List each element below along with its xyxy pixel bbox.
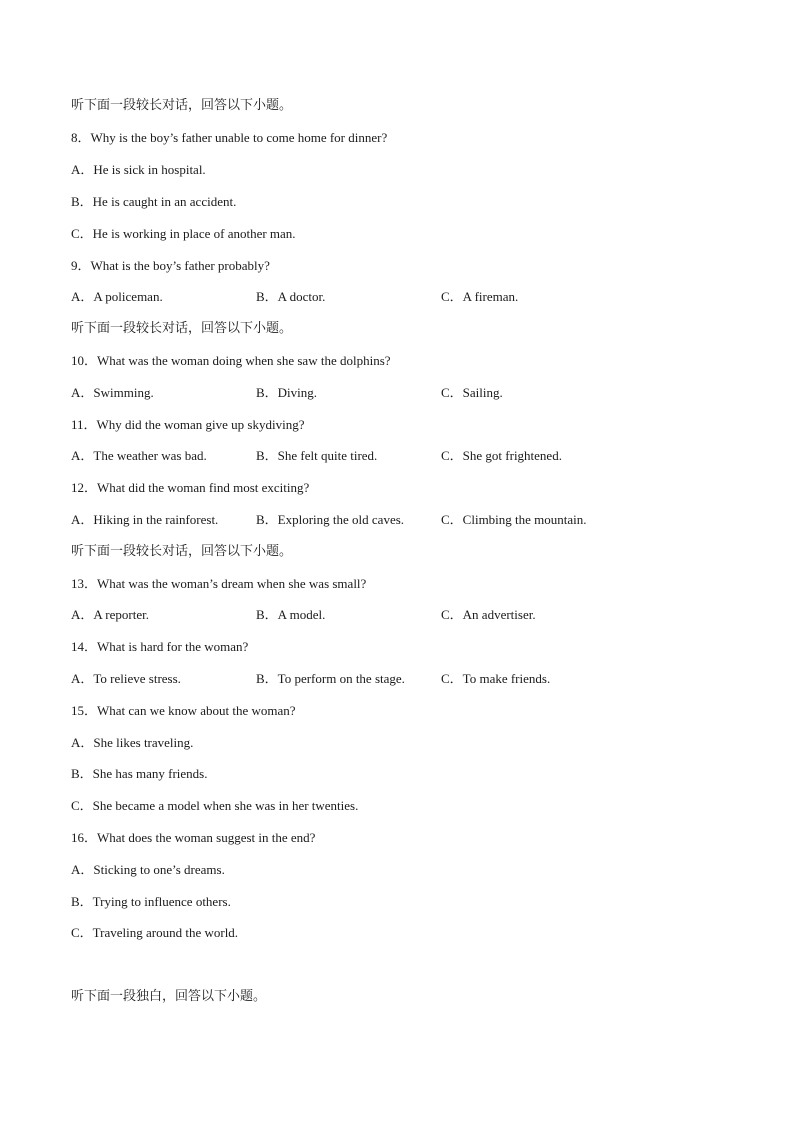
option-c: C．She got frightened. xyxy=(441,448,562,463)
question-stem: 13．What was the woman’s dream when she was small? xyxy=(71,576,367,591)
option-b: B．Exploring the old caves. xyxy=(256,512,405,527)
option-a: A．Swimming. xyxy=(71,385,154,400)
option-c: C．Sailing. xyxy=(441,385,503,400)
option-a: A．He is sick in hospital. xyxy=(71,162,206,177)
option-c: C．Traveling around the world. xyxy=(71,925,239,940)
option-c: C．He is working in place of another man. xyxy=(71,226,296,241)
option-a: A．A reporter. xyxy=(71,607,149,622)
option-c: C．To make friends. xyxy=(441,671,551,686)
question-stem: 15．What can we know about the woman? xyxy=(71,703,296,718)
section-heading: 听下面一段较长对话，回答以下小题。 xyxy=(71,544,293,559)
question-stem: 9．What is the boy’s father probably? xyxy=(71,258,270,273)
option-a: A．She likes traveling. xyxy=(71,735,194,750)
question-stem: 14．What is hard for the woman? xyxy=(71,639,249,654)
question-stem: 12．What did the woman find most exciting? xyxy=(71,480,310,495)
option-b: B．A model. xyxy=(256,607,326,622)
option-c: C．An advertiser. xyxy=(441,607,536,622)
option-a: A．Sticking to one’s dreams. xyxy=(71,862,225,877)
option-a: A．The weather was bad. xyxy=(71,448,207,463)
option-a: A．Hiking in the rainforest. xyxy=(71,512,219,527)
option-b: B．To perform on the stage. xyxy=(256,671,405,686)
option-c: C．A fireman. xyxy=(441,289,519,304)
option-b: B．A doctor. xyxy=(256,289,326,304)
option-b: B．Diving. xyxy=(256,385,318,400)
question-stem: 10．What was the woman doing when she saw the dolphins? xyxy=(71,353,391,368)
section-heading: 听下面一段独白，回答以下小题。 xyxy=(71,989,267,1004)
question-stem: 16．What does the woman suggest in the end? xyxy=(71,830,316,845)
option-b: B．She felt quite tired. xyxy=(256,448,378,463)
option-b: B．Trying to influence others. xyxy=(71,894,231,909)
option-b: B．He is caught in an accident. xyxy=(71,194,237,209)
section-heading: 听下面一段较长对话，回答以下小题。 xyxy=(71,98,293,113)
section-heading: 听下面一段较长对话，回答以下小题。 xyxy=(71,321,293,336)
question-stem: 8．Why is the boy’s father unable to come home for dinner? xyxy=(71,130,388,145)
option-a: A．A policeman. xyxy=(71,289,163,304)
option-b: B．She has many friends. xyxy=(71,766,208,781)
option-c: C．She became a model when she was in her twenties. xyxy=(71,798,359,813)
option-a: A．To relieve stress. xyxy=(71,671,181,686)
option-c: C．Climbing the mountain. xyxy=(441,512,587,527)
question-stem: 11．Why did the woman give up skydiving? xyxy=(71,417,305,432)
